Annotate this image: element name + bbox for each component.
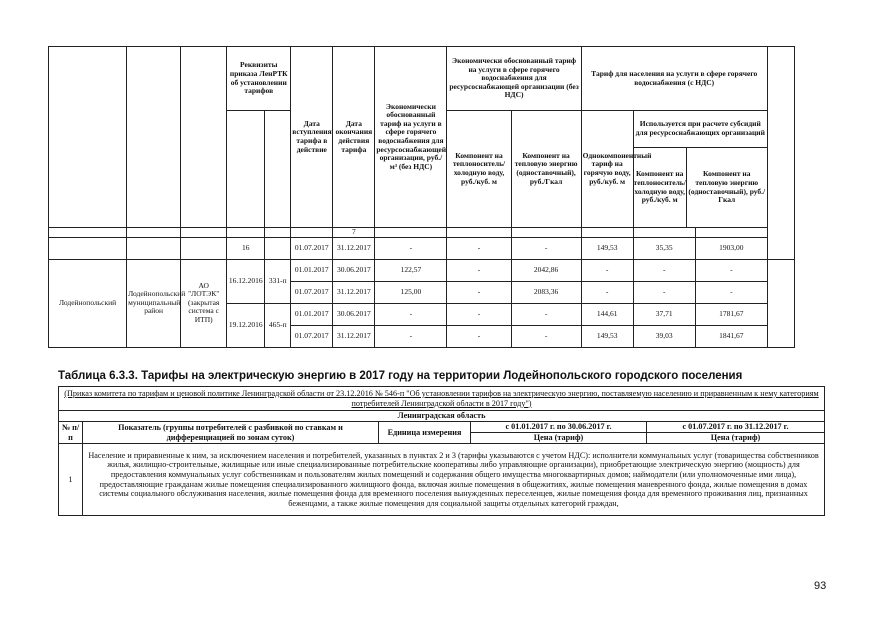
population-tariff-header: Тариф для населения на услуги в сфере горячего водоснабжения (с НДС) [581,47,767,111]
single-tariff-cell: 149,53 [581,325,633,347]
order-date-cell: 19.12.2016 [227,303,265,347]
single-tariff-cell: 149,53 [581,237,633,259]
hot-water-tariff-table [48,46,795,348]
region-header: Ленинградская область [59,411,825,422]
start-date-header: Дата вступления тарифа в действие [291,47,333,228]
subsidy-heat-component-header: Компонент на тепловую энергию (одноставочный), руб./Гкал [688,169,766,205]
electricity-tariff-table [58,386,825,516]
subsidy-header [633,111,767,228]
sub-comp2-cell: - [695,259,767,281]
end-date-cell: 31.12.2017 [333,325,375,347]
start-date-cell: 01.07.2017 [291,281,333,303]
order-number-subheader [265,111,291,228]
econ-tariff-header: Экономически обоснованный тариф на услуги в сфере горячего водоснабжения для ресурсоснабжающей организации, руб./м³ (без НДС) [375,47,447,228]
econ-components-header: Экономически обоснованный тариф на услуги в сфере горячего водоснабжения для ресурсоснабжающей организации (без НДС) [447,47,581,111]
econ-comp2-cell: - [511,303,581,325]
blank-side-cell [767,47,794,260]
single-tariff-cell: - [581,281,633,303]
econ-comp1-cell: - [447,237,511,259]
start-date-cell: 01.01.2017 [291,303,333,325]
settlement-cell: Лодейнопольский [49,259,127,347]
single-tariff-cell: - [581,259,633,281]
econ-tariff-cell: - [375,325,447,347]
unit-column-header: Единица измерения [379,422,471,444]
end-date-cell: 31.12.2017 [333,281,375,303]
price1-header: Цена (тариф) [471,433,647,444]
sub-comp2-cell: 1841,67 [695,325,767,347]
order-number-cell: 331-п [265,259,291,303]
row-description: Население и приравненные к ним, за исключением населения и потребителей, указанных в пунктах 2 и 3 (тарифы указываются с учетом НДС): исполнители коммунальных услуг (товарищества собственников жилья, жилищно-строительные, жилищные или иные специализированные потребительские кооперативы либо управляющие организации), приобретающие электрическую энергию (мощность) для предоставления коммунальных услуг собственникам и пользователям жилых помещений и содержания общего имущества многоквартирных домов; наймодатели (или уполномоченные ими лица), предоставляющие гражданам жилые помещения специализированного жилищного фонда, включая жилые помещения в общежитиях, жилые помещения маневренного фонда, жилые помещения в домах системы социального обслуживания населения, жилые помещения фонда для временного поселения вынужденных переселенцев, жилые помещения фонда для временного проживания лиц, признанных беженцами, а также жилые помещения для социальной защиты отдельных категорий граждан, [83,444,825,516]
econ-comp1-cell: - [447,325,511,347]
econ-heat-component-header: Компонент на тепловую энергию (одноставочный), руб./Гкал [511,111,581,228]
end-date-cell: 31.12.2017 [333,237,375,259]
end-date-cell: 30.06.2017 [333,259,375,281]
order-date-cell: 16 [227,237,265,259]
sub-comp1-cell: - [633,281,695,303]
period2-header: с 01.07.2017 г. по 31.12.2017 г. [647,422,825,433]
econ-comp2-cell: 2042,86 [511,259,581,281]
econ-comp2-cell: - [511,325,581,347]
organization-cell: АО "ЛОТЭК" (закрытая система с ИТП) [181,259,227,347]
district-cell: Лодейнопольский муниципальный район [127,259,181,347]
sub-comp1-cell: - [633,259,695,281]
sub-comp2-cell: 1903,00 [695,237,767,259]
indicator-column-header: Показатель (группы потребителей с разбивкой по ставкам и дифференциацией по зонам суток) [83,422,379,444]
start-date-cell: 01.07.2017 [291,325,333,347]
blank-header-cell [127,47,181,228]
page-number: 93 [814,580,827,592]
sub-comp1-cell: 35,35 [633,237,695,259]
econ-coolant-component-header: Компонент на теплоноситель/ холодную воду, руб./куб. м [447,111,511,228]
row-number: 1 [59,444,83,516]
table-row [49,259,795,281]
table-caption: Таблица 6.3.3. Тарифы на электрическую энергию в 2017 году на территории Лодейнопольского городского поселения [58,370,743,382]
single-tariff-cell: 144,61 [581,303,633,325]
order-number-fragment: 7 [333,228,375,238]
price2-header: Цена (тариф) [647,433,825,444]
econ-tariff-cell: - [375,303,447,325]
econ-comp2-cell: - [511,237,581,259]
order-number-cell: 465-п [265,303,291,347]
sub-comp1-cell: 39,03 [633,325,695,347]
econ-comp1-cell: - [447,259,511,281]
sub-comp1-cell: 37,71 [633,303,695,325]
end-date-header: Дата окончания действия тарифа [333,47,375,228]
table-row [49,237,795,259]
blank-header-cell [181,47,227,228]
blank-header-cell [49,47,127,228]
start-date-cell: 01.07.2017 [291,237,333,259]
econ-comp1-cell: - [447,303,511,325]
period1-header: с 01.01.2017 г. по 30.06.2017 г. [471,422,647,433]
econ-tariff-cell: 125,00 [375,281,447,303]
sub-comp2-cell: - [695,281,767,303]
subsidy-group-header: Используется при расчете субсидий для ресурсоснабжающих организаций [634,111,767,148]
econ-tariff-cell: - [375,237,447,259]
order-date-subheader [227,111,265,228]
sub-comp2-cell: 1781,67 [695,303,767,325]
start-date-cell: 01.01.2017 [291,259,333,281]
order-reference: (Приказ комитета по тарифам и ценовой политике Ленинградской области от 23.12.2016 № 546-п "Об установлении тарифов на электрическую энергию, поставляемую населению и приравненным к нему категориям потребителей Ленинградской области в 2017 году") [59,387,825,411]
number-column-header: № п/п [59,422,83,444]
econ-tariff-cell: 122,57 [375,259,447,281]
order-requisites-header: Реквизиты приказа ЛенРТК об установлении тарифов [227,47,291,111]
single-component-tariff-header: Однокомпонентный тариф на горячую воду, руб./куб. м [581,111,633,228]
end-date-cell: 30.06.2017 [333,303,375,325]
order-date-cell: 16.12.2016 [227,259,265,303]
econ-comp1-cell: - [447,281,511,303]
subsidy-coolant-component-header: Компонент на теплоноситель/ холодную воду, руб./куб. м [634,148,687,227]
econ-comp2-cell: 2083,36 [511,281,581,303]
table-row [59,444,825,516]
